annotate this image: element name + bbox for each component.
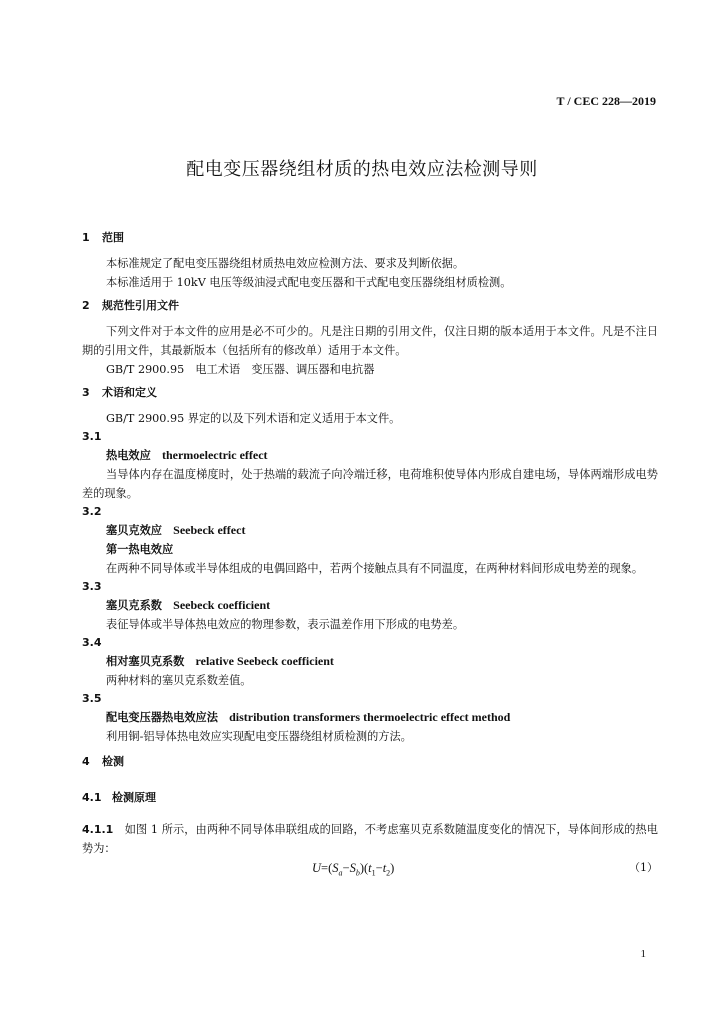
term-cn: 相对塞贝克系数 [106,654,185,668]
section-number: 4 [82,755,90,768]
formula-expression: $U=(S_a-S_b)(t_1-t_2)$ [312,861,395,878]
document-title: 配电变压器绕组材质的热电效应法检测导则 [186,159,538,180]
paragraph: 下列文件对于本文件的应用是必不可少的。凡是注日期的引用文件，仅注日期的版本适用于本文件。凡是不注日期的引用文件，其最新版本（包括所有的修改单）适用于本文件。 [82,325,658,357]
reference-item: GB/T 2900.95 电工术语 变压器、调压器和电抗器 [106,363,375,376]
subsection-number: 4.1 [82,791,102,804]
term-heading [82,446,658,465]
section-3-heading [82,385,658,401]
term-number: 3.5 [82,692,102,705]
term-number: 3.2 [82,505,102,518]
term-cn: 配电变压器热电效应法 [106,710,218,724]
paragraph: 本标准规定了配电变压器绕组材质热电效应检测方法、要求及判断依据。 [106,257,465,270]
paragraph: 本标准适用于 10kV 电压等级油浸式配电变压器和干式配电变压器绕组材质检测。 [106,276,512,289]
section-title: 术语和定义 [102,386,157,399]
term-definition: 当导体内存在温度梯度时，处于热端的载流子向冷端迁移，电荷堆积使导体内形成自建电场，导体两端形成电势差的现象。 [82,468,658,500]
term-definition: 两种材料的塞贝克系数差值。 [106,674,252,687]
section-number: 3 [82,386,90,399]
page-number: 1 [640,948,646,960]
clause-text: 如图 1 所示，由两种不同导体串联组成的回路，不考虑塞贝克系数随温度变化的情况下，导体间形成的热电势为： [82,823,658,855]
term-en: distribution transformers thermoelectric effect method [229,710,511,724]
term-number: 3.1 [82,430,102,443]
term-cn: 热电效应 [106,448,151,462]
term-number: 3.4 [82,636,102,649]
section-title: 范围 [102,231,124,244]
clause-number: 4.1.1 [82,823,114,836]
formula-1 [82,858,658,878]
term-number: 3.3 [82,580,102,593]
document-body [82,230,658,878]
subsection-title: 检测原理 [112,791,156,804]
paragraph: GB/T 2900.95 界定的以及下列术语和定义适用于本文件。 [106,412,401,425]
term-heading [82,596,658,615]
standard-code: T / CEC 228—2019 [556,94,656,108]
subsection-4-1-heading [82,790,658,806]
term-heading [82,708,658,727]
section-number: 2 [82,299,90,312]
term-cn: 塞贝克效应 [106,523,162,537]
term-en: thermoelectric effect [161,448,268,462]
term-definition: 利用铜-铝导体热电效应实现配电变压器绕组材质检测的方法。 [106,730,412,743]
formula-number: （1） [629,861,658,874]
term-heading [82,521,658,540]
section-4-heading [82,754,658,770]
term-alias: 第一热电效应 [106,542,174,556]
section-number: 1 [82,231,90,244]
term-cn: 塞贝克系数 [106,598,162,612]
term-en: relative Seebeck coefficient [195,654,334,668]
term-definition: 在两种不同导体或半导体组成的电偶回路中，若两个接触点具有不同温度，在两种材料间形成电势差的现象。 [106,562,644,575]
section-title: 检测 [102,755,124,768]
term-en: Seebeck effect [173,523,246,537]
clause-4-1-1 [82,820,658,858]
section-1-heading [82,230,658,246]
term-heading [82,652,658,671]
section-2-heading [82,298,658,314]
section-title: 规范性引用文件 [102,299,179,312]
term-definition: 表征导体或半导体热电效应的物理参数，表示温差作用下形成的电势差。 [106,618,465,631]
term-en: Seebeck coefficient [173,598,271,612]
